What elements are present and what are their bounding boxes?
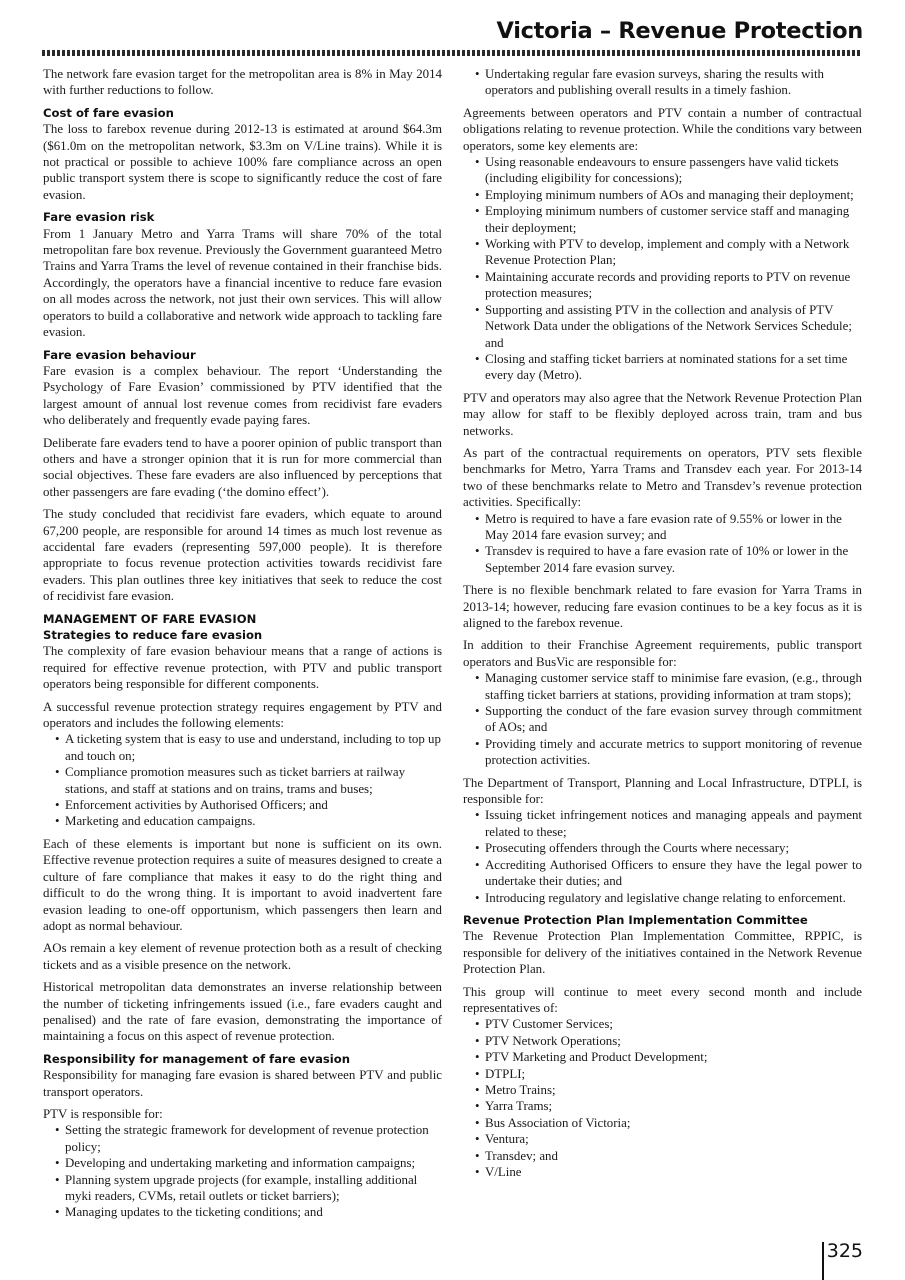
list-item: • Undertaking regular fare evasion surveys, sharing the results with operators and publishing overall results in a timely fashion. [463, 66, 862, 99]
dtpli-list [463, 807, 862, 905]
elements-list [43, 731, 442, 829]
operators-paragraph: In addition to their Franchise Agreement requirements, public transport operators and BusVic are responsible for: [463, 638, 862, 669]
left-column [43, 66, 442, 1227]
responsibility-heading: Responsibility for management of fare evasion [43, 1051, 350, 1066]
list-item: • PTV Network Operations; [463, 1033, 862, 1049]
benchmarks-paragraph: As part of the contractual requirements on operators, PTV sets flexible benchmarks for Metro, Yarra Trams and Transdev each year. For 2013-14 two of these benchmarks relate to Metro and Transdev’s revenue protection activities. Specifically: [463, 445, 862, 510]
page-title: Victoria – Revenue Protection [496, 18, 863, 44]
risk-heading: Fare evasion risk [43, 210, 155, 225]
list-item: • Managing updates to the ticketing conditions; and [43, 1204, 442, 1220]
list-item: • Working with PTV to develop, implement and comply with a Network Revenue Protection Plan; [463, 236, 862, 269]
list-item: • V/Line [463, 1164, 862, 1180]
list-item: • Accrediting Authorised Officers to ensure they have the legal power to undertake their duties; and [463, 857, 862, 890]
committee-paragraph: This group will continue to meet every second month and include representatives of: [463, 984, 862, 1015]
list-item: • Prosecuting offenders through the Courts where necessary; [463, 840, 862, 856]
page-number: 325 [826, 1240, 863, 1262]
management-paragraph: A successful revenue protection strategy requires engagement by PTV and operators and includes the following elements: [43, 699, 442, 731]
list-item: • Ventura; [463, 1131, 862, 1147]
committee-heading: Revenue Protection Plan Implementation Committee [463, 912, 808, 927]
list-item: • A ticketing system that is easy to use and understand, including to top up and touch on; [43, 731, 442, 764]
list-item: • Supporting and assisting PTV in the collection and analysis of PTV Network Data under the obligations of the Network Services Schedule; and [463, 302, 862, 351]
list-item: • Introducing regulatory and legislative change relating to enforcement. [463, 890, 862, 906]
list-item: • Setting the strategic framework for development of revenue protection policy; [43, 1122, 442, 1155]
cost-paragraph: The loss to farebox revenue during 2012-13 is estimated at around $64.3m ($61.0m on the metropolitan network, $3.3m on V/Line trains). While it is not practical or possible to achieve 100% fare compliance across an open public transport system there is scope to significantly reduce the cost of fare evasion. [43, 122, 442, 202]
agreements-list [463, 154, 862, 384]
agreements-paragraph: Agreements between operators and PTV contain a number of contractual obligations relating to revenue protection. While the conditions vary between operators, some key elements are: [463, 105, 862, 153]
list-item: • Supporting the conduct of the fare evasion survey through commitment of AOs; and [463, 703, 862, 736]
ptv-responsibilities-list [43, 1122, 442, 1220]
cost-heading: Cost of fare evasion [43, 105, 174, 120]
list-item: • Closing and staffing ticket barriers at nominated stations for a set time every day (Metro). [463, 351, 862, 384]
benchmarks-list [463, 511, 862, 577]
risk-paragraph: From 1 January Metro and Yarra Trams will share 70% of the total metropolitan fare box revenue. Previously the Government guaranteed Metro Trains and Yarra Trams the level of revenue contained in their franchise bids. Accordingly, the operators have a financial incentive to reduce fare evasion on all modes across the network, not just their own services. This will allow operators to build a collaborative and network wide approach to tackling fare evasion. [43, 226, 442, 340]
list-item: • Developing and undertaking marketing and information campaigns; [43, 1155, 442, 1171]
management-paragraph: Historical metropolitan data demonstrates an inverse relationship between the number of ticketing infringements issued (i.e., fare evaders caught and penalised) and the rate of fare evasion, demonstrating the importance of maintaining a focus on this aspect of revenue protection. [43, 980, 442, 1044]
yarra-trams-paragraph: There is no flexible benchmark related to fare evasion for Yarra Trams in 2013-14; however, reducing fare evasion continues to be a key focus as it is aligned to the farebox revenue. [463, 583, 862, 630]
dtpli-paragraph: The Department of Transport, Planning and Local Infrastructure, DTPLI, is responsible for: [463, 775, 862, 807]
page-number-divider [822, 1242, 824, 1280]
list-item: • Issuing ticket infringement notices and managing appeals and payment related to these; [463, 807, 862, 840]
list-item: • Compliance promotion measures such as ticket barriers at railway stations, and staff at stations and on trains, trams and buses; [43, 764, 442, 797]
dotted-header-rule [42, 50, 862, 56]
representatives-list [463, 1016, 862, 1180]
management-paragraph: Each of these elements is important but none is sufficient on its own. Effective revenue protection requires a suite of measures designed to create a culture of fare compliance that makes it easy to do the right thing and difficult to do the wrong thing. It is important to avoid inadvertent fare evasion leading to one-off opportunism, which passengers then learn and adopt as normal behaviour. [43, 836, 442, 933]
committee-paragraph: The Revenue Protection Plan Implementation Committee, RPPIC, is responsible for delivery of the initiatives contained in the Network Revenue Protection Plan. [463, 929, 862, 977]
list-item: • PTV Marketing and Product Development; [463, 1049, 862, 1065]
list-item: • PTV Customer Services; [463, 1016, 862, 1032]
list-item: • Enforcement activities by Authorised Officers; and [43, 797, 442, 813]
management-paragraph: AOs remain a key element of revenue protection both as a result of checking tickets and as a visible presence on the network. [43, 941, 442, 972]
list-item: • Transdev is required to have a fare evasion rate of 10% or lower in the September 2014 fare evasion survey. [463, 543, 862, 576]
right-column [463, 66, 862, 1186]
list-item: • Yarra Trams; [463, 1098, 862, 1114]
management-paragraph: The complexity of fare evasion behaviour means that a range of actions is required for effective revenue protection, with PTV and public transport operators being responsible for different components. [43, 644, 442, 692]
list-item: • Providing timely and accurate metrics to support monitoring of revenue protection activities. [463, 736, 862, 769]
flexible-deployment-paragraph: PTV and operators may also agree that the Network Revenue Protection Plan may allow for staff to be flexibly deployed across train, tram and bus networks. [463, 390, 862, 438]
behaviour-paragraph: The study concluded that recidivist fare evaders, which equate to around 67,200 people, are responsible for around 14 times as much lost revenue as accidental fare evaders (representing 597,000 people). It is therefore appropriate to focus revenue protection activities towards recidivist fare evaders. This plan outlines three key initiatives that seek to reduce the cost of recidivist fare evasion. [43, 507, 442, 604]
list-item: • DTPLI; [463, 1066, 862, 1082]
behaviour-paragraph: Fare evasion is a complex behaviour. The report ‘Understanding the Psychology of Fare Evasion’ commissioned by PTV identified that the largest amount of annual lost revenue comes from recidivist fare evaders who deliberately and frequently evade paying fares. [43, 363, 442, 428]
list-item: • Maintaining accurate records and providing reports to PTV on revenue protection measures; [463, 269, 862, 302]
responsibility-paragraph: PTV is responsible for: [43, 1106, 163, 1121]
ptv-responsibilities-continued [463, 66, 862, 99]
list-item: • Marketing and education campaigns. [43, 813, 442, 829]
list-item: • Employing minimum numbers of customer service staff and managing their deployment; [463, 203, 862, 236]
behaviour-heading: Fare evasion behaviour [43, 347, 196, 362]
list-item: • Transdev; and [463, 1148, 862, 1164]
list-item: • Metro is required to have a fare evasion rate of 9.55% or lower in the May 2014 fare evasion survey; and [463, 511, 862, 544]
list-item: • Employing minimum numbers of AOs and managing their deployment; [463, 187, 862, 203]
list-item: • Metro Trains; [463, 1082, 862, 1098]
list-item: • Planning system upgrade projects (for example, installing additional myki readers, CVMs, retail outlets or ticket barriers); [43, 1172, 442, 1205]
list-item: • Using reasonable endeavours to ensure passengers have valid tickets (including eligibility for concessions); [463, 154, 862, 187]
behaviour-paragraph: Deliberate fare evaders tend to have a poorer opinion of public transport than others and have a stronger opinion that it is run for more commercial than social objectives. These fare evaders are also influenced by perceptions that other passengers are fare evading (‘the domino effect’). [43, 435, 442, 499]
responsibility-paragraph: Responsibility for managing fare evasion is shared between PTV and public transport operators. [43, 1068, 442, 1099]
list-item: • Bus Association of Victoria; [463, 1115, 862, 1131]
operators-list [463, 670, 862, 768]
list-item: • Managing customer service staff to minimise fare evasion, (e.g., through staffing ticket barriers at stations, providing information at tram stops); [463, 670, 862, 703]
intro-paragraph: The network fare evasion target for the metropolitan area is 8% in May 2014 with further reductions to follow. [43, 67, 442, 98]
management-heading: MANAGEMENT OF FARE EVASION [43, 611, 257, 626]
strategies-heading: Strategies to reduce fare evasion [43, 628, 263, 642]
